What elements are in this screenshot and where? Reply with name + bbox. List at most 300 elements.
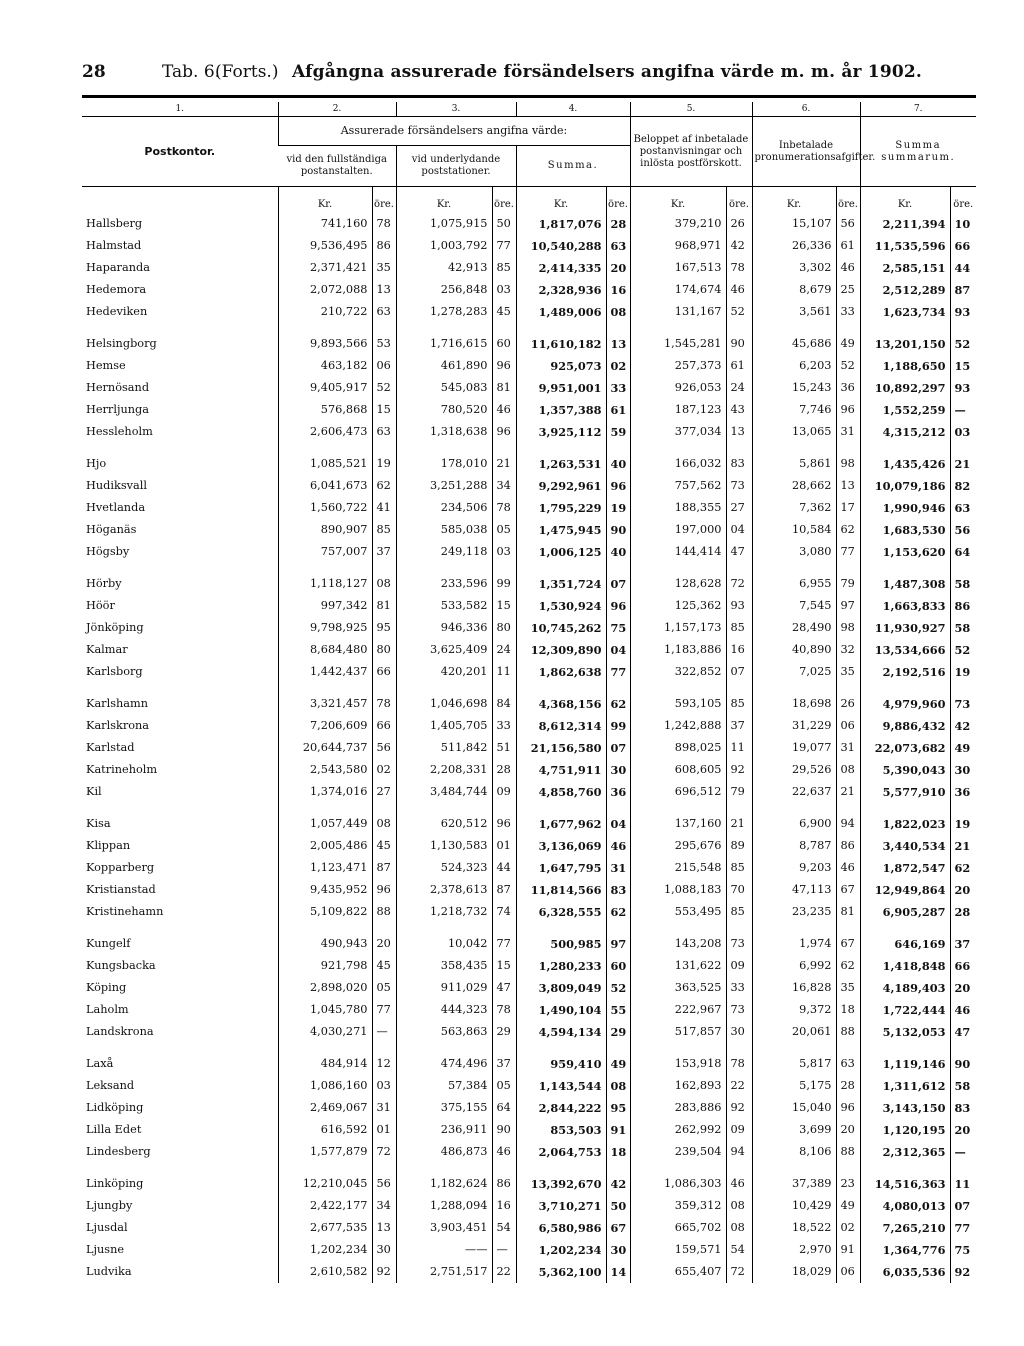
c3-ore: 16	[492, 1195, 516, 1217]
c6-kr: 18,029	[752, 1261, 836, 1283]
c2-ore: 56	[372, 1163, 396, 1195]
c2-kr: 2,898,020	[278, 977, 372, 999]
c3-ore: 54	[492, 1217, 516, 1239]
c3-ore: 29	[492, 1021, 516, 1043]
c2-kr: 2,677,535	[278, 1217, 372, 1239]
c2-kr: 1,086,160	[278, 1075, 372, 1097]
table-row	[82, 1163, 976, 1195]
postkontor-name: Lindesberg	[86, 1145, 151, 1158]
c7-kr: 6,035,536	[860, 1261, 950, 1283]
column-number: 5.	[630, 102, 752, 117]
c4-kr: 4,368,156	[516, 683, 606, 715]
c4-ore: 14	[606, 1261, 630, 1283]
c6-kr: 15,243	[752, 377, 836, 399]
c5-kr: 166,032	[630, 443, 726, 475]
c7-kr: 1,119,146	[860, 1043, 950, 1075]
c7-ore: 03	[950, 421, 976, 443]
c5-ore: 85	[726, 901, 752, 923]
c3-kr: 2,751,517	[396, 1261, 492, 1283]
c4-kr: 1,795,229	[516, 497, 606, 519]
c6-ore: 98	[836, 443, 860, 475]
c2-kr: 6,041,673	[278, 475, 372, 497]
c2-kr: 7,206,609	[278, 715, 372, 737]
c2-kr: 921,798	[278, 955, 372, 977]
c3-kr: 236,911	[396, 1119, 492, 1141]
c2-kr: 997,342	[278, 595, 372, 617]
postkontor-name: Jönköping	[86, 621, 144, 634]
c3-kr: 1,288,094	[396, 1195, 492, 1217]
col5-header: Beloppet af inbetalade postanvisningar och inlösta postförskott.	[630, 117, 752, 187]
table-row	[82, 661, 976, 683]
c6-kr: 19,077	[752, 737, 836, 759]
c4-kr: 3,925,112	[516, 421, 606, 443]
c3-kr: 1,130,583	[396, 835, 492, 857]
c7-ore: 63	[950, 497, 976, 519]
c3-ore: 78	[492, 999, 516, 1021]
c3-kr: 1,318,638	[396, 421, 492, 443]
c4-kr: 3,710,271	[516, 1195, 606, 1217]
c7-ore: 15	[950, 355, 976, 377]
c4-ore: 95	[606, 1097, 630, 1119]
column-number: 6.	[752, 102, 860, 117]
c2-ore: 85	[372, 519, 396, 541]
c4-kr: 1,817,076	[516, 213, 606, 235]
c2-kr: 2,072,088	[278, 279, 372, 301]
c2-ore: 19	[372, 443, 396, 475]
c4-ore: 63	[606, 235, 630, 257]
c5-kr: 143,208	[630, 923, 726, 955]
c2-ore: 05	[372, 977, 396, 999]
table-row	[82, 235, 976, 257]
c7-kr: 2,585,151	[860, 257, 950, 279]
c3-kr: 461,890	[396, 355, 492, 377]
c2-ore: 96	[372, 879, 396, 901]
c2-ore: 01	[372, 1119, 396, 1141]
c6-ore: 17	[836, 497, 860, 519]
c4-kr: 1,677,962	[516, 803, 606, 835]
c7-ore: 52	[950, 323, 976, 355]
c4-ore: 61	[606, 399, 630, 421]
c7-kr: 5,132,053	[860, 1021, 950, 1043]
c2-kr: 463,182	[278, 355, 372, 377]
table-row	[82, 857, 976, 879]
c7-kr: 1,872,547	[860, 857, 950, 879]
c4-ore: 30	[606, 1239, 630, 1261]
unit-kr: Kr.	[630, 187, 726, 214]
c4-ore: 28	[606, 213, 630, 235]
c6-kr: 29,526	[752, 759, 836, 781]
c6-kr: 7,025	[752, 661, 836, 683]
c7-kr: 3,440,534	[860, 835, 950, 857]
c5-ore: 70	[726, 879, 752, 901]
c4-kr: 12,309,890	[516, 639, 606, 661]
c6-kr: 7,362	[752, 497, 836, 519]
c6-kr: 6,900	[752, 803, 836, 835]
c4-kr: 1,490,104	[516, 999, 606, 1021]
postkontor-name: Kil	[86, 785, 102, 798]
c3-kr: 1,046,698	[396, 683, 492, 715]
c5-ore: 11	[726, 737, 752, 759]
c6-ore: 33	[836, 301, 860, 323]
c4-kr: 1,862,638	[516, 661, 606, 683]
c2-ore: 87	[372, 857, 396, 879]
col7-header: Summa summarum.	[860, 117, 976, 187]
c5-kr: 696,512	[630, 781, 726, 803]
c7-kr: 1,552,259	[860, 399, 950, 421]
c7-kr: 5,577,910	[860, 781, 950, 803]
c6-ore: 88	[836, 1021, 860, 1043]
c7-ore: 58	[950, 1075, 976, 1097]
c7-kr: 22,073,682	[860, 737, 950, 759]
c2-kr: 1,123,471	[278, 857, 372, 879]
unit-ore: öre.	[606, 187, 630, 214]
c7-ore: 58	[950, 563, 976, 595]
c7-kr: 12,949,864	[860, 879, 950, 901]
c2-kr: 490,943	[278, 923, 372, 955]
c4-kr: 1,489,006	[516, 301, 606, 323]
c5-kr: 239,504	[630, 1141, 726, 1163]
table-row	[82, 1021, 976, 1043]
c7-ore: —	[950, 1141, 976, 1163]
postkontor-name: Hedeviken	[86, 305, 148, 318]
c7-ore: 62	[950, 857, 976, 879]
c4-ore: 40	[606, 443, 630, 475]
c2-ore: 62	[372, 475, 396, 497]
c3-ore: —	[492, 1239, 516, 1261]
c5-ore: 78	[726, 1043, 752, 1075]
c6-ore: 79	[836, 563, 860, 595]
c5-ore: 72	[726, 563, 752, 595]
c4-kr: 21,156,580	[516, 737, 606, 759]
c3-kr: 57,384	[396, 1075, 492, 1097]
c6-kr: 26,336	[752, 235, 836, 257]
unit-ore: öre.	[492, 187, 516, 214]
c6-ore: 46	[836, 257, 860, 279]
c5-kr: 222,967	[630, 999, 726, 1021]
assurerade-header: Assurerade försändelsers angifna värde:	[278, 117, 630, 146]
c4-kr: 1,280,233	[516, 955, 606, 977]
postkontor-name: Klippan	[86, 839, 131, 852]
c5-kr: 262,992	[630, 1119, 726, 1141]
c5-ore: 73	[726, 475, 752, 497]
c2-ore: 13	[372, 279, 396, 301]
c6-kr: 20,061	[752, 1021, 836, 1043]
c4-ore: 75	[606, 617, 630, 639]
c3-kr: 511,842	[396, 737, 492, 759]
c7-ore: 20	[950, 1119, 976, 1141]
c7-kr: 1,188,650	[860, 355, 950, 377]
c3-kr: 620,512	[396, 803, 492, 835]
postkontor-name: Karlsborg	[86, 665, 143, 678]
c7-ore: 42	[950, 715, 976, 737]
c2-kr: 8,684,480	[278, 639, 372, 661]
table-row	[82, 715, 976, 737]
c4-kr: 925,073	[516, 355, 606, 377]
c2-ore: 88	[372, 901, 396, 923]
c7-kr: 5,390,043	[860, 759, 950, 781]
c3-kr: 42,913	[396, 257, 492, 279]
c4-kr: 1,006,125	[516, 541, 606, 563]
c7-kr: 1,364,776	[860, 1239, 950, 1261]
c7-ore: 83	[950, 1097, 976, 1119]
table-row	[82, 835, 976, 857]
c6-ore: 26	[836, 683, 860, 715]
c6-ore: 91	[836, 1239, 860, 1261]
c4-ore: 30	[606, 759, 630, 781]
c7-kr: 1,418,848	[860, 955, 950, 977]
c2-kr: 1,085,521	[278, 443, 372, 475]
table-row	[82, 257, 976, 279]
table-row	[82, 1195, 976, 1217]
c7-ore: 36	[950, 781, 976, 803]
c6-kr: 8,106	[752, 1141, 836, 1163]
col2-header: vid den fullständiga postanstalten.	[286, 154, 387, 177]
c7-ore: 10	[950, 213, 976, 235]
postkontor-name: Landskrona	[86, 1025, 154, 1038]
c4-ore: 77	[606, 661, 630, 683]
c4-ore: 36	[606, 781, 630, 803]
c7-kr: 4,189,403	[860, 977, 950, 999]
c6-kr: 23,235	[752, 901, 836, 923]
c5-ore: 22	[726, 1075, 752, 1097]
c6-kr: 18,522	[752, 1217, 836, 1239]
c5-ore: 47	[726, 541, 752, 563]
c5-ore: 30	[726, 1021, 752, 1043]
c5-kr: 257,373	[630, 355, 726, 377]
postkontor-name: Köping	[86, 981, 127, 994]
table-row	[82, 901, 976, 923]
c7-ore: 21	[950, 835, 976, 857]
c2-kr: 12,210,045	[278, 1163, 372, 1195]
c3-ore: 24	[492, 639, 516, 661]
c6-ore: 23	[836, 1163, 860, 1195]
c5-kr: 655,407	[630, 1261, 726, 1283]
c2-kr: 890,907	[278, 519, 372, 541]
c4-ore: 08	[606, 1075, 630, 1097]
c2-ore: 92	[372, 1261, 396, 1283]
c2-kr: 1,045,780	[278, 999, 372, 1021]
c3-kr: 1,218,732	[396, 901, 492, 923]
c3-kr: 946,336	[396, 617, 492, 639]
table-row	[82, 563, 976, 595]
c7-kr: 1,623,734	[860, 301, 950, 323]
c3-ore: 90	[492, 1119, 516, 1141]
c3-ore: 15	[492, 955, 516, 977]
c4-ore: 55	[606, 999, 630, 1021]
c2-kr: 1,202,234	[278, 1239, 372, 1261]
table-row	[82, 443, 976, 475]
unit-kr: Kr.	[752, 187, 836, 214]
c3-kr: 10,042	[396, 923, 492, 955]
c3-ore: 46	[492, 399, 516, 421]
c3-kr: 233,596	[396, 563, 492, 595]
table-row	[82, 421, 976, 443]
c4-ore: 96	[606, 475, 630, 497]
c6-ore: 62	[836, 519, 860, 541]
c7-ore: 19	[950, 661, 976, 683]
c4-kr: 2,844,222	[516, 1097, 606, 1119]
c5-kr: 1,183,886	[630, 639, 726, 661]
c4-kr: 11,610,182	[516, 323, 606, 355]
c3-kr: 1,003,792	[396, 235, 492, 257]
postkontor-name: Haparanda	[86, 261, 150, 274]
c3-ore: 64	[492, 1097, 516, 1119]
postkontor-name: Kalmar	[86, 643, 128, 656]
c3-ore: 81	[492, 377, 516, 399]
c2-kr: 210,722	[278, 301, 372, 323]
c3-kr: 3,625,409	[396, 639, 492, 661]
c5-kr: 517,857	[630, 1021, 726, 1043]
unit-kr: Kr.	[516, 187, 606, 214]
c5-ore: 72	[726, 1261, 752, 1283]
table-row	[82, 301, 976, 323]
c7-ore: 66	[950, 235, 976, 257]
c5-ore: 85	[726, 617, 752, 639]
c7-kr: 1,311,612	[860, 1075, 950, 1097]
c2-ore: 53	[372, 323, 396, 355]
postkontor-name: Kisa	[86, 817, 111, 830]
c2-kr: 9,893,566	[278, 323, 372, 355]
c5-ore: 93	[726, 595, 752, 617]
c3-kr: 780,520	[396, 399, 492, 421]
unit-ore: öre.	[836, 187, 860, 214]
c3-ore: 74	[492, 901, 516, 923]
c2-kr: 1,560,722	[278, 497, 372, 519]
table-row	[82, 1217, 976, 1239]
table-row	[82, 399, 976, 421]
postkontor-name: Ljusdal	[86, 1221, 128, 1234]
c3-kr: 1,182,624	[396, 1163, 492, 1195]
table-row	[82, 759, 976, 781]
c4-ore: 08	[606, 301, 630, 323]
postkontor-name: Kungsbacka	[86, 959, 156, 972]
col4-header: Summa.	[516, 146, 630, 187]
c4-kr: 1,530,924	[516, 595, 606, 617]
c5-ore: 46	[726, 1163, 752, 1195]
c5-kr: 1,157,173	[630, 617, 726, 639]
col3-header: vid underlydande poststationer.	[396, 146, 516, 187]
c6-ore: 81	[836, 901, 860, 923]
postkontor-name: Karlskrona	[86, 719, 150, 732]
c3-kr: 2,208,331	[396, 759, 492, 781]
c6-ore: 96	[836, 1097, 860, 1119]
c6-kr: 6,203	[752, 355, 836, 377]
unit-ore: öre.	[372, 187, 396, 214]
postkontor-header: Postkontor.	[144, 144, 216, 158]
c7-ore: —	[950, 399, 976, 421]
c5-ore: 09	[726, 1119, 752, 1141]
c3-ore: 37	[492, 1043, 516, 1075]
table-row	[82, 617, 976, 639]
postkontor-name: Lilla Edet	[86, 1123, 142, 1136]
c6-ore: 13	[836, 475, 860, 497]
c6-ore: 20	[836, 1119, 860, 1141]
c3-ore: 96	[492, 421, 516, 443]
c7-ore: 92	[950, 1261, 976, 1283]
c6-kr: 3,699	[752, 1119, 836, 1141]
postkontor-name: Hörby	[86, 577, 122, 590]
postkontor-name: Katrineholm	[86, 763, 158, 776]
c2-ore: 06	[372, 355, 396, 377]
c6-kr: 31,229	[752, 715, 836, 737]
postkontor-name: Ljusne	[86, 1243, 125, 1256]
postkontor-name: Kopparberg	[86, 861, 155, 874]
c4-kr: 11,814,566	[516, 879, 606, 901]
postkontor-name: Hjo	[86, 457, 107, 470]
c2-ore: 08	[372, 563, 396, 595]
c7-kr: 6,905,287	[860, 901, 950, 923]
c4-ore: 83	[606, 879, 630, 901]
c5-kr: 128,628	[630, 563, 726, 595]
c5-ore: 92	[726, 759, 752, 781]
c7-kr: 7,265,210	[860, 1217, 950, 1239]
table-row	[82, 377, 976, 399]
c5-ore: 33	[726, 977, 752, 999]
c7-kr: 1,683,530	[860, 519, 950, 541]
c6-ore: 08	[836, 759, 860, 781]
c2-kr: 9,798,925	[278, 617, 372, 639]
c5-kr: 898,025	[630, 737, 726, 759]
c2-kr: 3,321,457	[278, 683, 372, 715]
table-row	[82, 879, 976, 901]
c4-ore: 62	[606, 683, 630, 715]
c4-kr: 2,414,335	[516, 257, 606, 279]
c4-kr: 3,136,069	[516, 835, 606, 857]
c4-ore: 42	[606, 1163, 630, 1195]
c2-kr: 1,057,449	[278, 803, 372, 835]
postkontor-name: Höganäs	[86, 523, 137, 536]
c3-kr: 474,496	[396, 1043, 492, 1075]
c7-ore: 66	[950, 955, 976, 977]
c7-kr: 1,663,833	[860, 595, 950, 617]
c4-ore: 33	[606, 377, 630, 399]
postkontor-name: Kristianstad	[86, 883, 156, 896]
c7-kr: 13,201,150	[860, 323, 950, 355]
c2-ore: 08	[372, 803, 396, 835]
c7-kr: 13,534,666	[860, 639, 950, 661]
c3-ore: 22	[492, 1261, 516, 1283]
table-row	[82, 475, 976, 497]
c2-ore: 78	[372, 683, 396, 715]
c6-kr: 22,637	[752, 781, 836, 803]
c4-kr: 5,362,100	[516, 1261, 606, 1283]
c5-ore: 73	[726, 999, 752, 1021]
c2-ore: 35	[372, 257, 396, 279]
c5-ore: 90	[726, 323, 752, 355]
c6-ore: 77	[836, 541, 860, 563]
c3-kr: 444,323	[396, 999, 492, 1021]
c2-kr: 1,577,879	[278, 1141, 372, 1163]
c5-ore: 94	[726, 1141, 752, 1163]
c7-kr: 10,892,297	[860, 377, 950, 399]
c7-ore: 56	[950, 519, 976, 541]
table-row	[82, 955, 976, 977]
c4-ore: 67	[606, 1217, 630, 1239]
c2-ore: 37	[372, 541, 396, 563]
table-row	[82, 1141, 976, 1163]
c4-kr: 1,357,388	[516, 399, 606, 421]
c5-kr: 1,545,281	[630, 323, 726, 355]
c2-ore: 63	[372, 301, 396, 323]
c6-ore: 46	[836, 857, 860, 879]
table-row	[82, 999, 976, 1021]
c2-ore: 45	[372, 955, 396, 977]
c5-kr: 379,210	[630, 213, 726, 235]
c7-ore: 07	[950, 1195, 976, 1217]
c7-ore: 82	[950, 475, 976, 497]
c3-kr: 563,863	[396, 1021, 492, 1043]
c5-ore: 52	[726, 301, 752, 323]
